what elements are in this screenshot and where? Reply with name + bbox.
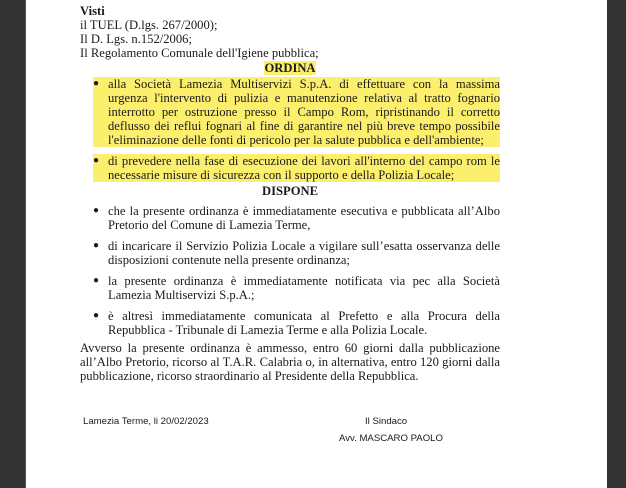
viewer-left-margin xyxy=(0,0,26,488)
ordina-item: ● di prevedere nella fase di esecuzione dei lavori all'interno del campo rom le necessarie misure di sicurezza con il supporto e della Polizia Locale; xyxy=(93,154,500,182)
dispone-item: ● la presente ordinanza è immediatamente notificata via pec alla Società Lamezia Multiservizi S.p.A.; xyxy=(93,274,500,302)
visti-line: Il D. Lgs. n.152/2006; xyxy=(80,32,192,46)
ordina-item: ● alla Società Lamezia Multiservizi S.p.A. di effettuare con la massima urgenza l'intervento di pulizia e manutenzione relativa al tratto fognario interrotto per ostruzione presso il Campo Rom, ripristinando il corretto deflusso dei reflui fognari al fine di garantire nel più breve tempo possibile l'eliminazione delle fonti di pericolo per la salute pubblica e dell'ambiente; xyxy=(93,77,500,147)
dispone-item: ● di incaricare il Servizio Polizia Locale a vigilare sull’esatta osservanza delle disposizioni contenute nella presente ordinanza; xyxy=(93,239,500,267)
avverso-paragraph: Avverso la presente ordinanza è ammesso, entro 60 giorni dalla pubblicazione all’Albo Pretorio, ricorso al T.A.R. Calabria o, in alternativa, entro 120 giorni dalla pubblicazione, ricorso straordinario al Presidente della Repubblica. xyxy=(80,341,500,383)
bullet-icon: ● xyxy=(93,205,100,216)
viewer-scrollbar[interactable] xyxy=(607,0,626,488)
signature-block xyxy=(80,416,500,448)
bullet-icon: ● xyxy=(93,155,100,166)
bullet-icon: ● xyxy=(93,310,100,321)
bullet-icon: ● xyxy=(93,275,100,286)
visti-heading: Visti xyxy=(80,4,105,18)
visti-line: il TUEL (D.lgs. 267/2000); xyxy=(80,18,218,32)
signatory-name: Avv. MASCARO PAOLO xyxy=(339,433,443,444)
dispone-item: ● che la presente ordinanza è immediatamente esecutiva e pubblicata all’Albo Pretorio del Comune di Lamezia Terme, xyxy=(93,204,500,232)
signatory-role: Il Sindaco xyxy=(365,416,408,427)
bullet-icon: ● xyxy=(93,78,100,89)
ordina-heading: ORDINA xyxy=(264,61,316,75)
bullet-icon: ● xyxy=(93,240,100,251)
dispone-item: ● è altresì immediatamente comunicata al Prefetto e alla Procura della Repubblica - Tribunale di Lamezia Terme e alla Polizia Locale. xyxy=(93,309,500,337)
place-date: Lamezia Terme, li 20/02/2023 xyxy=(83,416,209,427)
dispone-heading: DISPONE xyxy=(262,184,318,198)
document-page xyxy=(80,0,500,488)
visti-line: Il Regolamento Comunale dell'Igiene pubblica; xyxy=(80,46,319,60)
